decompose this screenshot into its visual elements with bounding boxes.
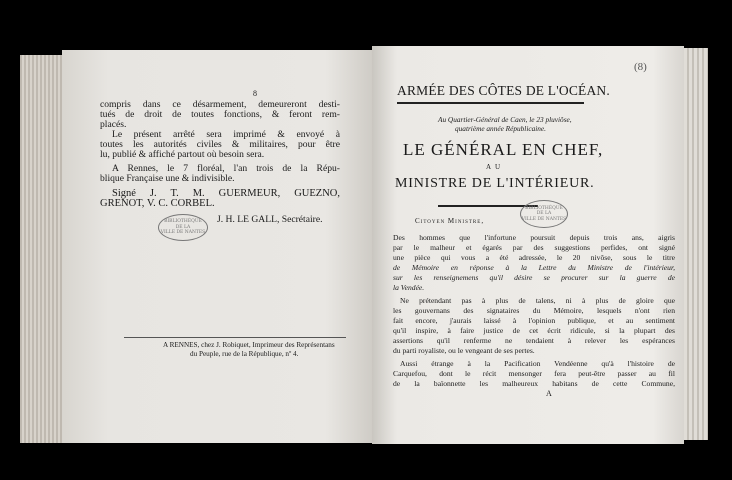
secretary-line: J. H. LE GALL, Secrétaire. xyxy=(217,214,323,225)
right-page-edges xyxy=(682,48,708,440)
dateline: Au Quartier-Général de Caen, le 23 pluviôse, xyxy=(438,115,572,124)
text-line: fait encore, j'aurais laissé à l'opinion publique, et au sentiment xyxy=(393,316,675,325)
text-line: toutes les autorités civiles & militaires, pour être xyxy=(100,139,340,150)
imprint-line: du Peuple, rue de la République, nº 4. xyxy=(190,350,299,358)
text-line: Ne prétendant pas à plus de talens, ni à plus de gloire que xyxy=(400,296,675,305)
shelf-mark: (8) xyxy=(634,61,647,73)
header-rule xyxy=(397,102,584,104)
library-stamp: BIBLIOTHÈQUE DE LA VILLE DE NANTES xyxy=(520,200,568,228)
dateline: quatrième année Républicaine. xyxy=(455,124,546,133)
library-stamp: BIBLIOTHÈQUE DE LA VILLE DE NANTES xyxy=(158,214,208,241)
text-line: qu'il inspire, à faire justice de cet écrit ridicule, si la plupart des xyxy=(393,326,675,335)
text-line: la Vendée. xyxy=(393,283,425,292)
text-line: compris dans ce désarmement, demeureront desti- xyxy=(100,99,340,110)
imprint-line: A RENNES, chez J. Robiquet, Imprimeur des Représentans xyxy=(163,341,335,349)
text-line: une pièce qui vous a été adressée, le 20 nivôse, sous le titre xyxy=(393,253,675,262)
text-line: les gouvernans des signataires du Mémoire, lesquels n'ont rien xyxy=(393,306,675,315)
text-line: Carquefou, dont le récit mensonger fera peut-être passer au fil xyxy=(393,369,675,378)
text-line: Des hommes que l'infortune poursuit depuis trois ans, aigris xyxy=(393,233,675,242)
text-line: tués de droit de toutes fonctions, & feront rem- xyxy=(100,109,340,120)
text-line: par le malheur et égarés par des suggestions perfides, ont signé xyxy=(393,243,675,252)
text-line: Aussi étrange à la Pacification Vendéenne qu'à l'histoire de xyxy=(400,359,675,368)
page-number: 8 xyxy=(253,89,257,98)
title-minister: MINISTRE DE L'INTÉRIEUR. xyxy=(395,176,595,191)
text-line: blique Française une & indivisible. xyxy=(100,173,235,184)
text-line: sur les renseignemens qu'il désire se procurer sur la guerre de xyxy=(393,273,675,282)
header-title: ARMÉE DES CÔTES DE L'OCÉAN. xyxy=(397,83,610,98)
text-line: lu, publié & affiché partout où besoin sera. xyxy=(100,149,265,160)
signatories-line: Signé J. T. M. GUERMEUR, GUEZNO, xyxy=(112,188,340,199)
divider xyxy=(124,337,346,338)
signatories-line: GRENOT, V. C. CORBEL. xyxy=(100,198,215,209)
text-line: de Mémoire en réponse à la Lettre du Ministre de l'intérieur, xyxy=(393,263,675,272)
text-line: placés. xyxy=(100,119,127,130)
text-line: assertions qu'il renferme ne tendaient à relever les espérances xyxy=(393,336,675,345)
signature-mark: A xyxy=(546,389,552,398)
text-line: Le présent arrêté sera imprimé & envoyé à xyxy=(112,129,340,140)
title-general: LE GÉNÉRAL EN CHEF, xyxy=(403,140,604,159)
title-au: AU xyxy=(486,163,505,171)
salutation: Citoyen Ministre, xyxy=(415,217,485,225)
text-line: du parti royaliste, ou le vengeant de ses pertes. xyxy=(393,346,535,355)
left-page-edges xyxy=(20,55,64,443)
text-line: de la baïonnette les malheureux habitans de cette Commune, xyxy=(393,379,675,388)
text-line: A Rennes, le 7 floréal, l'an trois de la Répu- xyxy=(112,163,340,174)
